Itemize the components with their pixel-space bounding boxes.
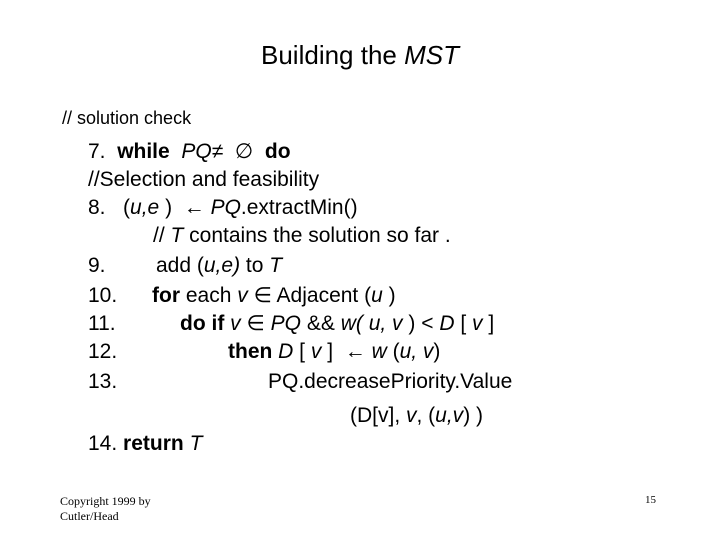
t-variable: T <box>189 432 203 455</box>
empty-set-symbol: ∅ <box>234 140 254 163</box>
then-statement <box>228 338 440 366</box>
to-text: to <box>240 254 270 277</box>
for-statement <box>152 282 396 310</box>
v-variable: v <box>237 284 248 307</box>
line-number: 11. <box>88 312 116 335</box>
assign-arrow-symbol: ← <box>183 196 205 219</box>
keyword-do-if: do if <box>180 312 225 335</box>
t-variable: T <box>269 254 283 277</box>
bracket-open: [ <box>454 312 472 335</box>
line-number: 7. <box>88 140 106 163</box>
v-variable: v <box>310 340 322 363</box>
w-function: w( <box>340 312 363 335</box>
assign-arrow-symbol: ← <box>344 340 366 363</box>
line-number: 13. <box>88 370 118 393</box>
adjacent-text: Adjacent ( <box>271 284 372 307</box>
code-line-14 <box>88 430 202 458</box>
args-close: ) ) <box>463 404 484 427</box>
keyword-while: while <box>117 140 170 163</box>
each-text: each <box>180 284 238 307</box>
slide-title-prefix: Building the <box>261 40 405 70</box>
keyword-do: do <box>264 140 291 163</box>
copyright-notice: Copyright 1999 by Cutler/Head <box>60 494 151 523</box>
bracket-close: ] <box>482 312 495 335</box>
not-equal-symbol: ≠ <box>211 140 224 163</box>
uv-variables: u,v <box>435 404 464 427</box>
line-number: 9. <box>88 254 106 277</box>
page-number: 15 <box>645 494 656 506</box>
uv-variables: u, v <box>399 340 434 363</box>
slide-title <box>0 40 720 71</box>
ue-variable: u,e) <box>203 254 241 277</box>
v-variable: v <box>230 312 241 335</box>
code-line-8 <box>88 194 358 222</box>
keyword-return: return <box>123 432 184 455</box>
w-function: w <box>371 340 387 363</box>
comment-slashes: // <box>153 224 171 247</box>
slide-title-emph: MST <box>404 40 459 70</box>
code-line-7 <box>88 138 291 166</box>
v-variable: v <box>392 312 403 335</box>
d-variable: D <box>278 340 294 363</box>
args-open: (D[v], <box>350 404 406 427</box>
v-variable: v <box>472 312 483 335</box>
comment-selection: //Selection and feasibility <box>88 168 320 191</box>
comment-text: contains the solution so far . <box>183 224 451 247</box>
t-variable: T <box>170 224 184 247</box>
decrease-priority-call: PQ.decreasePriority.Value <box>268 370 513 393</box>
code-line-13-args <box>350 402 483 430</box>
bracket-open: [ <box>293 340 311 363</box>
v-variable: v <box>406 404 417 427</box>
keyword-then: then <box>228 340 273 363</box>
ue-variable: u,e <box>130 196 160 219</box>
args-mid: , ( <box>416 404 436 427</box>
do-if-statement <box>180 310 494 338</box>
pq-variable: PQ <box>181 140 212 163</box>
u-variable: u <box>371 284 383 307</box>
element-of-symbol: ∈ <box>253 284 272 307</box>
line-number: 12. <box>88 340 118 363</box>
paren-close: ) <box>433 340 441 363</box>
line-number: 8. <box>88 196 106 219</box>
and-operator: && <box>301 312 341 335</box>
line-number: 14. <box>88 432 118 455</box>
d-variable: D <box>439 312 455 335</box>
comment-solution <box>153 222 451 250</box>
add-text: add ( <box>156 254 204 277</box>
line-number: 10. <box>88 284 118 307</box>
u-variable: u, <box>362 312 393 335</box>
paren-close: ) <box>159 196 173 219</box>
keyword-for: for <box>152 284 180 307</box>
paren-close: ) <box>382 284 396 307</box>
add-statement <box>156 252 282 280</box>
extract-min-call: .extractMin() <box>240 196 358 219</box>
slide-subtitle: // solution check <box>62 108 192 128</box>
element-of-symbol: ∈ <box>246 312 265 335</box>
paren-open: ( <box>123 196 131 219</box>
less-than-text: ) < <box>402 312 440 335</box>
paren-open: ( <box>386 340 400 363</box>
pq-variable: PQ <box>210 196 241 219</box>
pq-variable: PQ <box>270 312 301 335</box>
bracket-close: ] <box>321 340 339 363</box>
